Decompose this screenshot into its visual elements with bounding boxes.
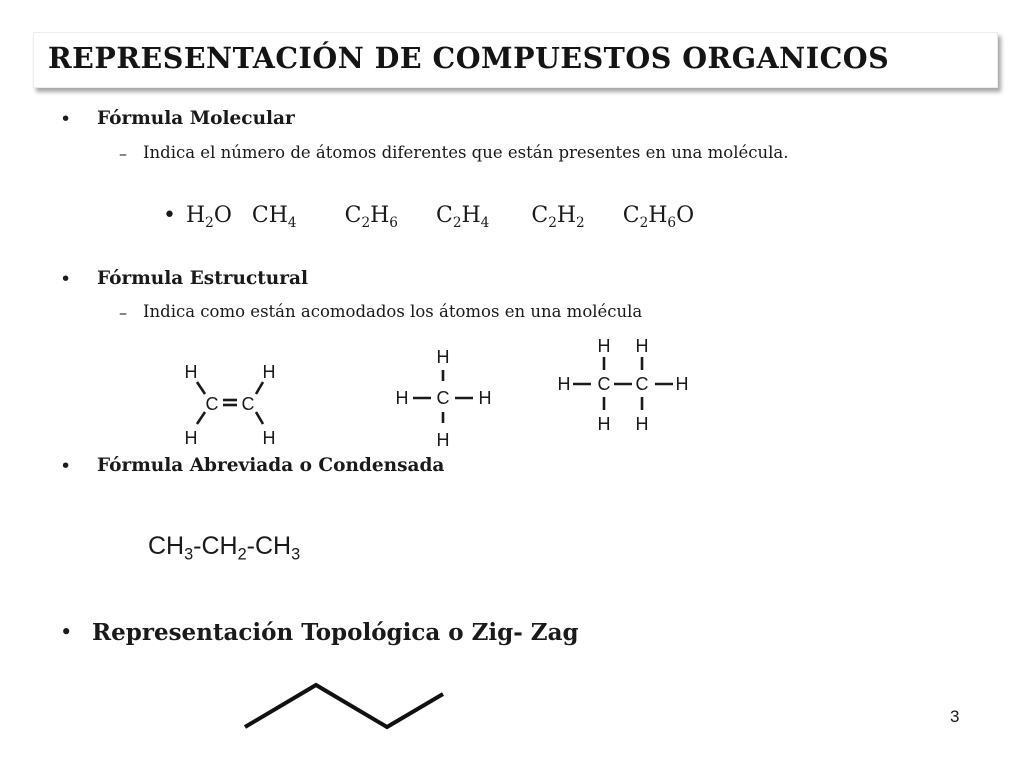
- formula-part: 2: [205, 214, 214, 231]
- atom-h: H: [262, 362, 276, 382]
- formula-part: 2: [548, 214, 557, 231]
- atom-h: H: [395, 388, 409, 408]
- formula-part: O: [676, 203, 695, 228]
- formula-part: CH: [251, 203, 288, 228]
- zigzag-structure: [245, 685, 443, 727]
- slide-title: REPRESENTACIÓN DE COMPUESTOS ORGANICOS: [48, 41, 890, 75]
- dash: –: [119, 303, 127, 322]
- atom-h: H: [635, 414, 649, 434]
- heading-condensed: Fórmula Abreviada o Condensada: [97, 455, 445, 476]
- atom-h: H: [436, 430, 450, 450]
- atom-c: C: [597, 374, 611, 394]
- atom-c: C: [436, 388, 450, 408]
- title-box: [33, 32, 998, 88]
- formula-part: 4: [287, 214, 297, 231]
- formula-part: 2: [237, 545, 247, 564]
- molecular-formula: [251, 203, 297, 231]
- formula-part: C: [344, 203, 362, 228]
- formula-part: 3: [291, 545, 301, 564]
- formula-part: 2: [452, 214, 462, 231]
- formula-part: 2: [361, 214, 371, 231]
- formula-part: 6: [667, 214, 677, 231]
- dash: –: [119, 144, 127, 163]
- heading-molecular: Fórmula Molecular: [97, 108, 295, 129]
- formula-part: C: [622, 203, 640, 228]
- methane-structure: [413, 370, 473, 423]
- heading-structural: Fórmula Estructural: [97, 268, 308, 289]
- atom-h: H: [184, 428, 198, 448]
- atom-h: H: [184, 362, 198, 382]
- atom-c: C: [635, 374, 649, 394]
- formula-part: 2: [576, 214, 585, 231]
- molecular-formula: [344, 203, 398, 231]
- atom-c: C: [205, 394, 219, 414]
- atom-h: H: [436, 347, 450, 367]
- bullet: •: [163, 203, 176, 228]
- formula-part: H: [185, 203, 206, 228]
- description-structural: Indica como están acomodados los átomos en una molécula: [143, 302, 643, 321]
- bullet: •: [60, 455, 72, 477]
- formula-part: -CH: [246, 532, 292, 560]
- atom-c: C: [241, 394, 255, 414]
- page-number: 3: [950, 707, 960, 726]
- molecular-formula: [531, 203, 585, 231]
- formula-part: H: [648, 203, 668, 228]
- atom-h: H: [635, 336, 649, 356]
- molecular-formula: [185, 203, 232, 231]
- formula-part: H: [370, 203, 390, 228]
- atom-h: H: [557, 374, 571, 394]
- formula-part: -CH: [193, 532, 238, 560]
- formula-part: 6: [389, 214, 398, 231]
- formula-part: 3: [184, 545, 194, 564]
- atom-h: H: [597, 414, 611, 434]
- condensed-formula: [148, 532, 301, 564]
- heading-topological: Representación Topológica o Zig- Zag: [92, 619, 579, 646]
- atom-h: H: [597, 336, 611, 356]
- formula-part: O: [213, 203, 232, 228]
- formula-part: C: [435, 203, 453, 228]
- ethene-structure: [197, 382, 263, 424]
- bullet: •: [60, 268, 72, 290]
- bullet: •: [60, 108, 72, 130]
- formula-list: [163, 203, 695, 231]
- ethane-structure: [573, 357, 673, 410]
- atom-h: H: [675, 374, 689, 394]
- formula-part: H: [461, 203, 481, 228]
- atom-h: H: [262, 428, 276, 448]
- formula-part: 4: [480, 214, 490, 231]
- molecular-formula: [435, 203, 490, 231]
- description-molecular: Indica el número de átomos diferentes que están presentes en una molécula.: [143, 143, 789, 162]
- formula-part: CH: [148, 532, 185, 560]
- atom-h: H: [478, 388, 492, 408]
- formula-part: H: [556, 203, 577, 228]
- bullet: •: [60, 620, 73, 644]
- formula-part: C: [531, 203, 549, 228]
- molecular-formula: [622, 203, 695, 231]
- formula-part: 2: [639, 214, 649, 231]
